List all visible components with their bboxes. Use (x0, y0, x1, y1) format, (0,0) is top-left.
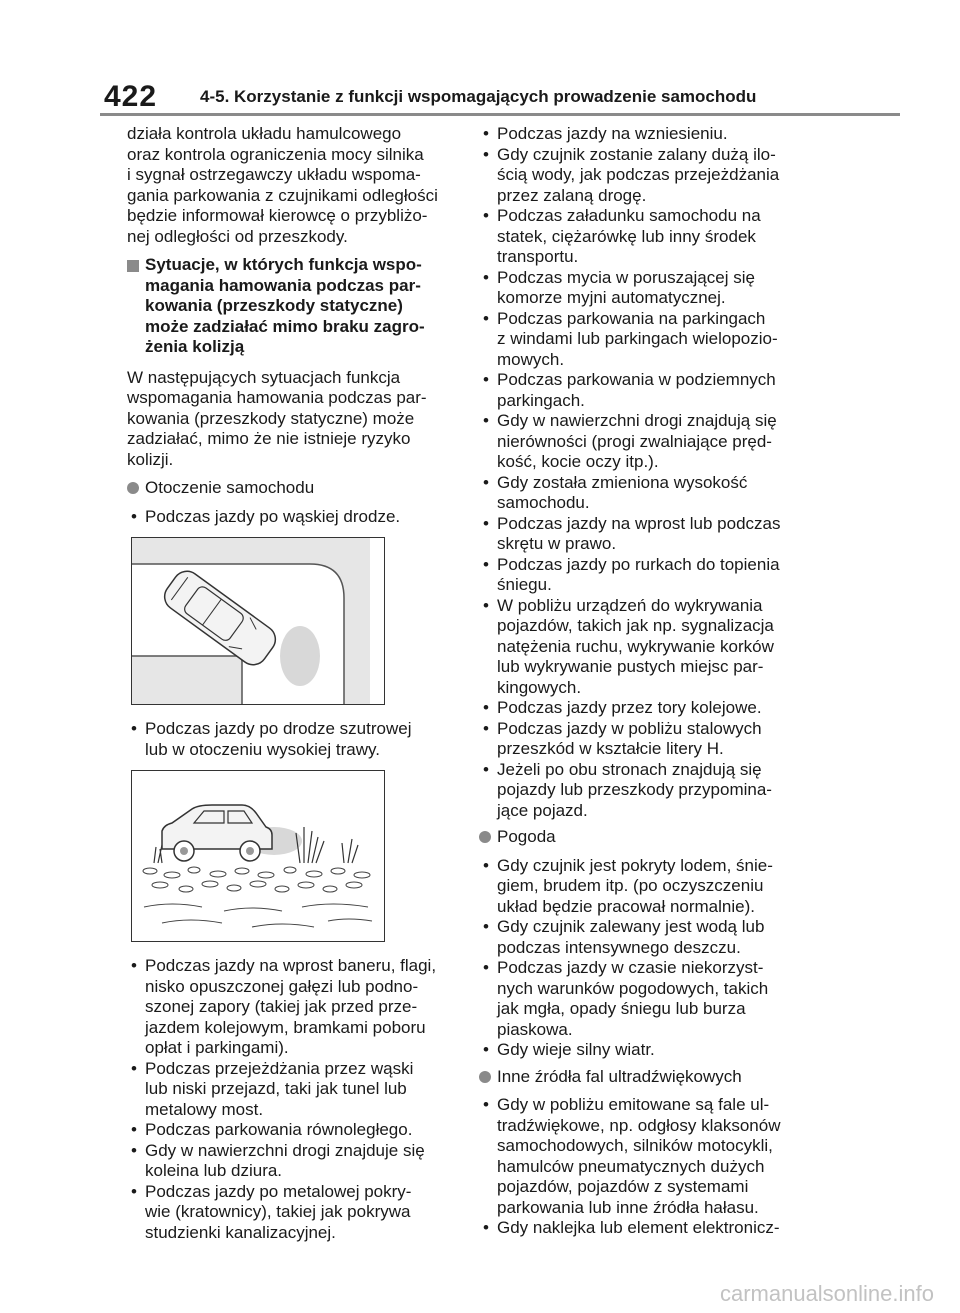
text-line: oraz kontrola ograniczenia mocy silnika (127, 144, 424, 164)
bullet-list-narrow-road (127, 507, 455, 528)
bullet-list-gravel (127, 719, 455, 760)
text-line: nych warunków pogodowych, takich (497, 978, 769, 998)
text-line: Gdy została zmieniona wysokość (497, 472, 748, 492)
text-line: przez zalaną drogę. (497, 185, 647, 205)
text-line: jak mgła, opady śniegu lub burza (497, 999, 746, 1018)
text-line: Gdy w nawierzchni drogi znajduje się (145, 1140, 425, 1160)
list-item: • Podczas jazdy po drodze szutrowej lub w otoczeniu wysokiej trawy. (127, 719, 455, 760)
text-line: żenia kolizją (145, 337, 245, 356)
bullet-list-right-b (479, 856, 809, 1061)
list-item: • Jeżeli po obu stronach znajdują się pojazdy lub przeszkody przypomina- jące pojazd. (479, 760, 809, 822)
text-line: magania hamowania podczas par- (145, 275, 421, 295)
bullet-list-right-a (479, 124, 809, 821)
text-line: nej odległości od przeszkody. (127, 226, 348, 246)
section-title: 4-5. Korzystanie z funkcji wspomagających prowadzenie samochodu (200, 87, 757, 106)
page-header (100, 80, 900, 114)
text-line: może zadziałać mimo braku zagro- (145, 316, 425, 336)
subheading-surroundings: Otoczenie samochodu (127, 478, 455, 499)
text-line: będzie informował kierowcę o przybliżo- (127, 206, 428, 225)
text-line: kolizji. (127, 449, 174, 469)
list-item: • Gdy została zmieniona wysokość samochodu. (479, 473, 809, 514)
text-line: hamulców pneumatycznych dużych (497, 1156, 765, 1176)
list-item: • Podczas jazdy w pobliżu stalowych przeszkód w kształcie litery H. (479, 719, 809, 760)
list-item: • Podczas jazdy na wzniesieniu. (479, 124, 809, 145)
list-item: • Gdy czujnik zalewany jest wodą lub podczas intensywnego deszczu. (479, 917, 809, 958)
text-line: pojazdów, takich jak np. sygnalizacja (497, 616, 774, 635)
text-line: kingowych. (497, 677, 582, 697)
text-line: wie (kratownicy), takiej jak pokrywa (145, 1202, 411, 1221)
section-heading (127, 255, 455, 358)
subheading-ultrasonic: Inne źródła fal ultradźwiękowych (479, 1067, 809, 1088)
text-line: pojazdy lub przeszkody przypomina- (497, 780, 772, 799)
text-line: jazdem kolejowym, bramkami poboru (145, 1017, 426, 1037)
text-line: lub niski przejazd, taki jak tunel lub (145, 1079, 407, 1098)
list-item: • Podczas jazdy na wprost lub podczas skrętu w prawo. (479, 514, 809, 555)
text-line: śniegu. (497, 575, 552, 594)
text-line: układ będzie pracował normalnie). (497, 896, 755, 916)
list-item: • W pobliżu urządzeń do wykrywania pojazdów, takich jak np. sygnalizacja natężenia ruchu, wykrywanie korków lub wykrywanie pustych miejsc par- kingowych. (479, 596, 809, 699)
text-line: transportu. (497, 247, 579, 266)
text-line: wspomagania hamowania podczas par- (127, 388, 427, 407)
text-line: Gdy czujnik jest pokryty lodem, śnie- (497, 855, 773, 875)
page-number: 422 (104, 80, 158, 113)
text-line: szonej zapory (takiej jak przed prze- (145, 997, 418, 1016)
list-item: • Podczas jazdy w czasie niekorzyst- nych warunków pogodowych, takich jak mgła, opady śniegu lub burza piaskowa. (479, 958, 809, 1040)
text-line: Podczas załadunku samochodu na (497, 206, 761, 225)
text-line: nisko opuszczonej gałęzi lub podno- (145, 976, 419, 996)
list-item: • Podczas parkowania w podziemnych parkingach. (479, 370, 809, 411)
text-line: Podczas jazdy po metalowej pokry- (145, 1181, 412, 1201)
text-line: statek, ciężarówkę lub inny środek (497, 226, 756, 246)
section-heading-text (145, 255, 455, 358)
text-line: tradźwiękowe, np. odgłosy klaksonów (497, 1115, 781, 1135)
list-item: • Gdy w nawierzchni drogi znajduje się koleina lub dziura. (127, 1141, 455, 1182)
list-item: • Podczas przejeżdżania przez wąski lub niski przejazd, taki jak tunel lub metalowy most. (127, 1059, 455, 1121)
text-line: kowania (przeszkody statyczne) (145, 296, 403, 315)
text-line: Podczas jazdy w pobliżu stalowych (497, 718, 762, 738)
intro-paragraph (127, 124, 455, 247)
text-line: skrętu w prawo. (497, 534, 617, 553)
header-rule (100, 113, 900, 116)
circle-bullet-icon (479, 831, 491, 843)
left-column (127, 124, 455, 1249)
list-item: • Gdy czujnik zostanie zalany dużą ilo- ścią wody, jak podczas przejeżdżania przez zalaną drogę. (479, 145, 809, 207)
watermark: carmanualsonline.info (719, 1281, 934, 1306)
text-line: Podczas jazdy na wprost baneru, flagi, (145, 956, 437, 975)
text-line: Gdy wieje silny wiatr. (497, 1040, 655, 1059)
text-line: podczas intensywnego deszczu. (497, 937, 741, 957)
text-line: ścią wody, jak podczas przejeżdżania (497, 165, 780, 184)
text-line: pojazdów, pojazdów z systemami (497, 1177, 749, 1196)
text-line: W następujących sytuacjach funkcja (127, 367, 401, 387)
text-line: działa kontrola układu hamulcowego (127, 124, 402, 143)
circle-bullet-icon (127, 482, 139, 494)
list-item: • Podczas mycia w poruszającej się komorze myjni automatycznej. (479, 268, 809, 309)
text-line: mowych. (497, 349, 565, 369)
text-line: przeszkód w kształcie litery H. (497, 739, 724, 758)
illustration-narrow-road (131, 537, 385, 705)
text-line: opłat i parkingami). (145, 1038, 289, 1057)
list-item: • Podczas jazdy po rurkach do topienia śniegu. (479, 555, 809, 596)
text-line: Podczas jazdy na wzniesieniu. (497, 124, 728, 143)
text-line: kość, kocie oczy itp.). (497, 452, 659, 471)
text-line: Podczas jazdy w czasie niekorzyst- (497, 958, 764, 977)
list-item: • Gdy wieje silny wiatr. (479, 1040, 809, 1061)
text-line: kowania (przeszkody statyczne) może (127, 408, 415, 428)
sensor-wave-shape (280, 626, 320, 686)
text-line: Podczas mycia w poruszającej się (497, 267, 755, 287)
text-line: samochodowych, silników motocykli, (497, 1136, 773, 1155)
list-item: • Gdy czujnik jest pokryty lodem, śnie- giem, brudem itp. (po oczyszczeniu układ będzie pracował normalnie). (479, 856, 809, 918)
text-line: giem, brudem itp. (po oczyszczeniu (497, 876, 764, 895)
text-line: samochodu. (497, 493, 590, 512)
text-line: piaskowa. (497, 1019, 573, 1039)
text-line: Gdy czujnik zalewany jest wodą lub (497, 917, 765, 936)
text-line: z windami lub parkingach wielopozio- (497, 329, 778, 348)
text-line: gania parkowania z czujnikami odległości (127, 185, 438, 205)
text-line: Jeżeli po obu stronach znajdują się (497, 759, 762, 779)
text-line: Podczas jazdy przez tory kolejowe. (497, 698, 762, 717)
list-item: • Podczas parkowania równoległego. (127, 1120, 455, 1141)
text-line: Podczas parkowania w podziemnych (497, 370, 776, 389)
subheading-weather: Pogoda (479, 827, 809, 848)
text-line: Sytuacje, w których funkcja wspo- (145, 255, 422, 274)
text-line: lub wykrywanie pustych miejsc par- (497, 657, 764, 676)
text-line: Gdy w pobliżu emitowane są fale ul- (497, 1095, 770, 1114)
text-line: komorze myjni automatycznej. (497, 288, 726, 307)
text-line: W pobliżu urządzeń do wykrywania (497, 595, 763, 615)
text-line: lub w otoczeniu wysokiej trawy. (145, 739, 380, 759)
list-item: • Podczas jazdy po wąskiej drodze. (131, 506, 401, 526)
circle-bullet-icon (479, 1071, 491, 1083)
text-line: Podczas jazdy po rurkach do topienia (497, 554, 780, 574)
text-line: Podczas jazdy po drodze szutrowej (145, 719, 412, 738)
list-item: • Podczas jazdy przez tory kolejowe. (479, 698, 809, 719)
list-item: • Gdy naklejka lub element elektronicz- (479, 1218, 809, 1239)
text-line: studzienki kanalizacyjnej. (145, 1222, 336, 1242)
text-line: parkingach. (497, 390, 585, 410)
list-item: • Gdy w nawierzchni drogi znajdują się nierówności (progi zwalniające pręd- kość, kocie oczy itp.). (479, 411, 809, 473)
square-bullet-icon (127, 260, 139, 272)
text-line: i sygnał ostrzegawczy układu wspoma- (127, 165, 421, 184)
list-item: • Podczas jazdy na wprost baneru, flagi, nisko opuszczonej gałęzi lub podno- szonej zapory (takiej jak przed prze- jazdem kolejowym, bramkami poboru opłat i parkingami). (127, 956, 455, 1059)
list-item: • Podczas załadunku samochodu na statek, ciężarówkę lub inny środek transportu. (479, 206, 809, 268)
text-line: Podczas parkowania na parkingach (497, 308, 766, 328)
description-paragraph (127, 368, 455, 471)
text-line: Podczas jazdy na wprost lub podczas (497, 513, 781, 533)
text-line: nierówności (progi zwalniające pręd- (497, 431, 772, 451)
list-item: • Podczas jazdy po metalowej pokry- wie (kratownicy), takiej jak pokrywa studzienki kanalizacyjnej. (127, 1182, 455, 1244)
illustration-gravel-grass (131, 770, 385, 942)
text-line: koleina lub dziura. (145, 1161, 283, 1180)
right-column (479, 124, 809, 1245)
text-line: jące pojazd. (497, 800, 588, 820)
text-line: Podczas parkowania równoległego. (145, 1120, 413, 1139)
text-line: Podczas przejeżdżania przez wąski (145, 1058, 414, 1078)
text-line: metalowy most. (145, 1099, 264, 1119)
text-line: Gdy czujnik zostanie zalany dużą ilo- (497, 144, 776, 164)
list-item: • Gdy w pobliżu emitowane są fale ul- tradźwiękowe, np. odgłosy klaksonów samochodowych, silników motocykli, hamulców pneumatycznych dużych pojazdów, pojazdów z systemami parkowania lub inne źródła hałasu. (479, 1095, 809, 1218)
text-line: natężenia ruchu, wykrywanie korków (497, 636, 774, 656)
bullet-list-left-c (127, 956, 455, 1243)
text-line: zadziałać, mimo że nie istnieje ryzyko (127, 429, 411, 448)
list-item: • Podczas parkowania na parkingach z windami lub parkingach wielopozio- mowych. (479, 309, 809, 371)
bullet-list-right-c (479, 1095, 809, 1239)
text-line: Gdy naklejka lub element elektronicz- (497, 1218, 780, 1237)
text-line: parkowania lub inne źródła hałasu. (497, 1197, 759, 1217)
text-line: Gdy w nawierzchni drogi znajdują się (497, 411, 777, 430)
